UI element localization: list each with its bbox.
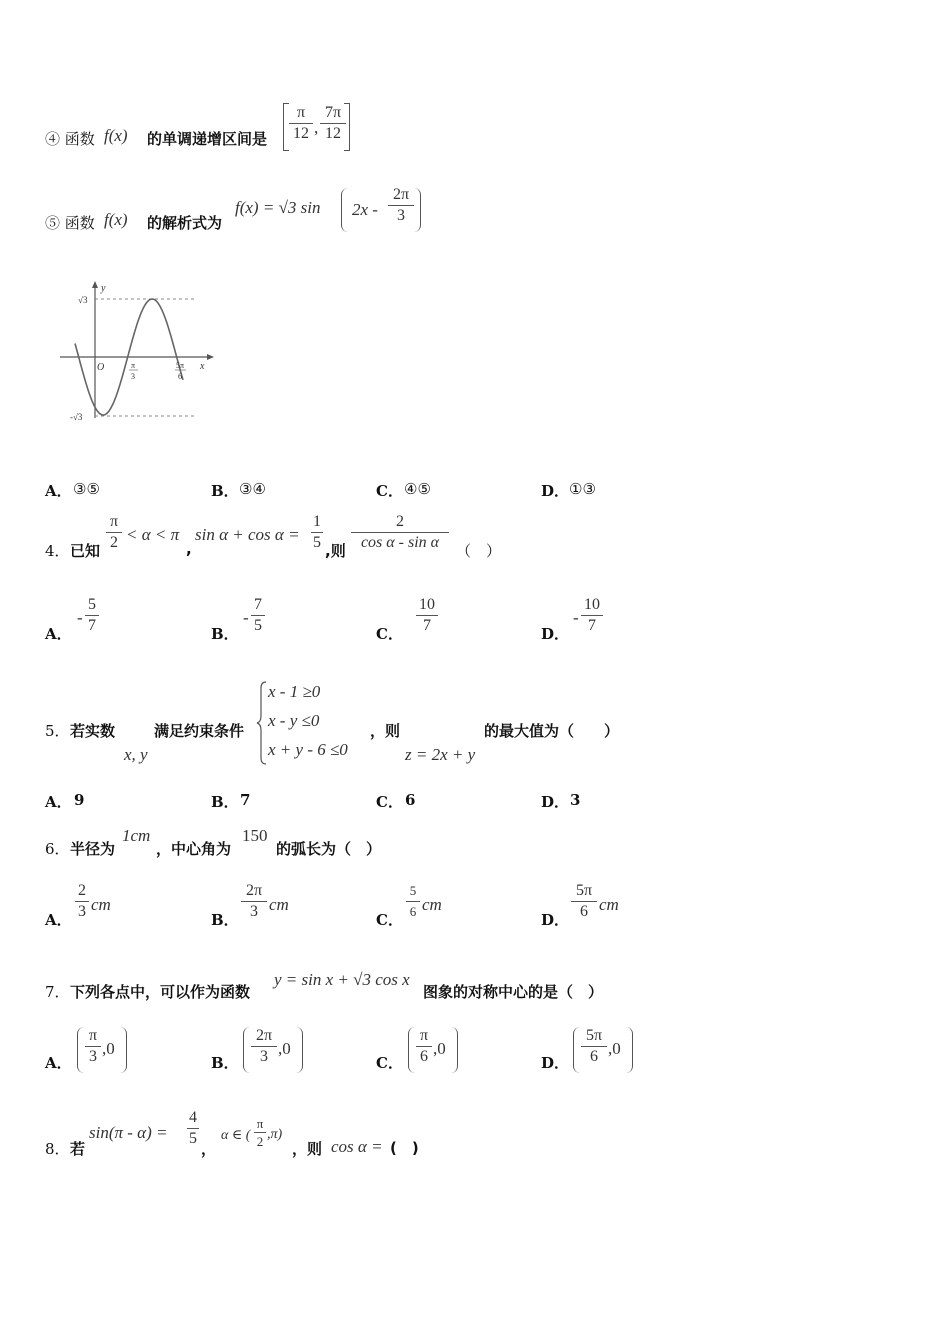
- q4-number: 4．: [45, 542, 70, 560]
- q4-option-frac-num: 7: [254, 596, 262, 613]
- q8-t1: 若: [70, 1140, 86, 1158]
- x-axis-label: x: [200, 361, 205, 372]
- q7-option-frac-bar: [251, 1046, 277, 1047]
- q7-option-frac-num: π: [419, 1027, 429, 1044]
- q5-option-letter: C．: [376, 793, 403, 811]
- q3-option-text: ①③: [569, 480, 596, 498]
- y-axis-label: y: [101, 283, 106, 294]
- q4-cond1-frac: π 2: [106, 513, 122, 552]
- q6-option-frac-den: 3: [250, 903, 258, 920]
- q3-option-text: ③⑤: [73, 480, 100, 498]
- q8-range-post: ,π): [267, 1127, 283, 1142]
- q6-t1: 半径为: [70, 840, 116, 858]
- q5-c3: x + y - 6 ≤0: [268, 740, 348, 759]
- q6-option-letter: B．: [211, 911, 239, 929]
- formula-paren-left: [341, 188, 348, 232]
- q4-option-frac-bar: [581, 615, 603, 616]
- q7-option-letter: D．: [541, 1054, 570, 1072]
- q7-option-tail: ,0: [102, 1039, 115, 1058]
- q4-expr-frac: 2 cos α - sin α: [351, 513, 449, 552]
- q7-paren-left: [243, 1027, 250, 1073]
- q5-c1: x - 1 ≥0: [268, 682, 321, 701]
- q5-option-letter: A．: [45, 793, 72, 811]
- formula-paren-right: [414, 188, 421, 232]
- q6-option-letter: D．: [541, 911, 570, 929]
- q7-paren-right: [626, 1027, 633, 1073]
- item-5-text: 的解析式为: [147, 214, 223, 232]
- q3-option-letter: D．: [541, 482, 570, 500]
- q6-option-unit: cm: [599, 895, 619, 914]
- q6-t2: ，中心角为: [156, 840, 232, 858]
- q4-option-sign: -: [243, 608, 249, 627]
- q8-number: 8．: [45, 1140, 70, 1158]
- q7-option-frac-bar: [416, 1046, 432, 1047]
- q7-option-frac: [85, 1027, 101, 1066]
- q7-option-tail: ,0: [278, 1039, 291, 1058]
- q7-option-frac-num: 2π: [255, 1027, 273, 1044]
- y-bottom-label: -√3: [70, 412, 83, 422]
- q4-option-frac-den: 7: [423, 617, 431, 634]
- q7-option-frac: [416, 1027, 432, 1066]
- x-axis-arrow: [207, 354, 214, 360]
- q7-option-frac-den: 3: [260, 1048, 268, 1065]
- q7-paren-right: [120, 1027, 127, 1073]
- q6-option-unit: cm: [91, 895, 111, 914]
- q4-cond2-frac: 1 5: [313, 513, 321, 551]
- q6-option-frac-den: 6: [409, 904, 417, 919]
- q7-option-frac-num: π: [88, 1027, 98, 1044]
- item-4-fx: f(x): [104, 126, 128, 145]
- interval-frac-b: 7π 12: [320, 104, 346, 143]
- q5-brace: [256, 680, 268, 766]
- q8-t2: ，则: [292, 1140, 323, 1158]
- q6-option-frac: [406, 882, 420, 921]
- q7-func: y = sin x + √3 cos x: [274, 970, 410, 989]
- q6-number: 6．: [45, 840, 70, 858]
- q6-option-letter: C．: [376, 911, 403, 929]
- q4-option-frac-bar: [85, 615, 99, 616]
- q8-range-pre: α ∈ (: [221, 1128, 251, 1143]
- sine-graph: [55, 278, 220, 428]
- q7-number: 7．: [45, 983, 70, 1001]
- q7-option-frac-num: 5π: [585, 1027, 603, 1044]
- q4-option-frac-num: 10: [584, 596, 600, 613]
- q5-number: 5．: [45, 722, 70, 740]
- q7-option-frac-den: 6: [590, 1048, 598, 1065]
- q6-option-frac-num: 2: [78, 882, 86, 899]
- q7-option-letter: A．: [45, 1054, 72, 1072]
- q4-option-sign: -: [77, 608, 83, 627]
- q5-option-text: 3: [570, 791, 581, 809]
- q6-option-frac: [571, 882, 597, 921]
- item-4-text: 的单调递增区间是: [147, 130, 268, 148]
- q4-option-frac: [581, 596, 603, 635]
- q3-option-text: ④⑤: [404, 480, 431, 498]
- q3-option-letter: A．: [45, 482, 72, 500]
- q7-paren-left: [77, 1027, 84, 1073]
- q4-option-frac-num: 10: [419, 596, 435, 613]
- q5-option-letter: D．: [541, 793, 570, 811]
- item-5-label: ⑤ 函数: [45, 214, 95, 232]
- q6-angle: 150: [242, 826, 268, 845]
- q5-option-text: 9: [74, 791, 85, 809]
- q5-t2: 满足约束条件: [154, 722, 245, 740]
- q5-t1: 若实数: [70, 722, 116, 740]
- q7-option-letter: C．: [376, 1054, 403, 1072]
- item-5-formula-lhs: f(x) = √3 sin: [235, 198, 321, 217]
- q8-cos: cos α =: [331, 1137, 383, 1156]
- q7-paren-right: [451, 1027, 458, 1073]
- y-top-label: √3: [78, 295, 88, 305]
- q6-option-frac-num: 5: [409, 883, 417, 898]
- interval-frac-a: π 12: [289, 104, 313, 143]
- q8-expr: sin(π - α) =: [89, 1123, 168, 1142]
- q7-t1: 下列各点中，可以作为函数: [70, 983, 251, 1001]
- q4-option-frac: [251, 596, 265, 635]
- q4-option-frac-bar: [416, 615, 438, 616]
- q5-option-text: 6: [405, 791, 416, 809]
- q4-cond1-rest: < α < π: [126, 525, 180, 544]
- q4-known: 已知: [70, 542, 101, 560]
- q7-option-frac-bar: [85, 1046, 101, 1047]
- q4-option-frac: [416, 596, 438, 635]
- q4-cond2: sin α + cos α =: [195, 525, 300, 544]
- q6-option-frac-bar: [75, 901, 89, 902]
- q6-option-frac-bar: [406, 901, 420, 902]
- q7-option-tail: ,0: [433, 1039, 446, 1058]
- item-4-label: [45, 128, 95, 149]
- q7-option-frac-den: 6: [420, 1048, 428, 1065]
- q4-option-frac-den: 7: [88, 617, 96, 634]
- q3-option-letter: B．: [211, 482, 239, 500]
- q6-option-frac-den: 6: [580, 903, 588, 920]
- item-4-label-text: ④ 函数: [45, 130, 95, 148]
- q3-option-letter: C．: [376, 482, 403, 500]
- q5-vars: x, y: [124, 745, 148, 764]
- q6-option-frac-num: 2π: [245, 882, 263, 899]
- q6-option-frac: [241, 882, 267, 921]
- q8-range-frac: π 2: [254, 1116, 266, 1149]
- q4-option-frac: [85, 596, 99, 635]
- q4-option-letter: A．: [45, 625, 72, 643]
- q5-z: z = 2x + y: [405, 745, 476, 764]
- q4-option-frac-bar: [251, 615, 265, 616]
- q4-comma: ,: [186, 540, 192, 558]
- q7-t2: 图象的对称中心的是（ ）: [423, 983, 604, 1001]
- q6-radius: 1cm: [122, 826, 151, 845]
- q4-then: ,则: [325, 542, 346, 560]
- interval-comma: ,: [314, 118, 319, 137]
- tick1-den: 3: [131, 372, 135, 381]
- q6-option-unit: cm: [269, 895, 289, 914]
- q3-option-text: ③④: [239, 480, 266, 498]
- q7-option-frac: [251, 1027, 277, 1066]
- item-5-inner: 2x -: [352, 200, 378, 219]
- q6-option-frac-bar: [241, 901, 267, 902]
- item-5-fx: f(x): [104, 210, 128, 229]
- q4-option-frac-den: 5: [254, 617, 262, 634]
- q4-option-sign: -: [573, 608, 579, 627]
- q5-t3: ，则: [370, 722, 401, 740]
- q6-option-unit: cm: [422, 895, 442, 914]
- q6-option-frac-num: 5π: [575, 882, 593, 899]
- q8-comma: ，: [201, 1140, 217, 1158]
- q7-option-letter: B．: [211, 1054, 239, 1072]
- q4-option-letter: B．: [211, 625, 239, 643]
- q6-option-frac-bar: [571, 901, 597, 902]
- q5-option-letter: B．: [211, 793, 239, 811]
- q4-option-letter: D．: [541, 625, 570, 643]
- q5-t4: 的最大值为（ ）: [484, 722, 620, 740]
- q6-option-frac: [75, 882, 89, 921]
- q7-option-tail: ,0: [608, 1039, 621, 1058]
- q4-option-letter: C．: [376, 625, 403, 643]
- tick2-den: 6: [178, 372, 182, 381]
- q4-option-frac-den: 7: [588, 617, 596, 634]
- q6-t3: 的弧长为（ ）: [276, 840, 382, 858]
- q6-option-frac-den: 3: [78, 903, 86, 920]
- q4-paren: （ ）: [456, 542, 502, 560]
- tick1-num: π: [131, 361, 136, 370]
- interval-bracket-right: [344, 103, 350, 151]
- q7-option-frac: [581, 1027, 607, 1066]
- q7-paren-right: [296, 1027, 303, 1073]
- q8-frac: 4 5: [189, 1109, 197, 1147]
- q5-option-text: 7: [240, 791, 251, 809]
- tick2-num: 5π: [176, 361, 185, 370]
- q7-option-frac-bar: [581, 1046, 607, 1047]
- q7-paren-left: [408, 1027, 415, 1073]
- origin-label: O: [97, 362, 105, 373]
- q8-paren: ( ): [390, 1139, 419, 1157]
- q4-option-frac-num: 5: [88, 596, 96, 613]
- q7-paren-left: [573, 1027, 580, 1073]
- q7-option-frac-den: 3: [89, 1048, 97, 1065]
- item-5-frac: 2π 3: [388, 186, 414, 225]
- q6-option-letter: A．: [45, 911, 72, 929]
- y-axis-arrow: [92, 281, 98, 288]
- q5-c2: x - y ≤0: [268, 711, 320, 730]
